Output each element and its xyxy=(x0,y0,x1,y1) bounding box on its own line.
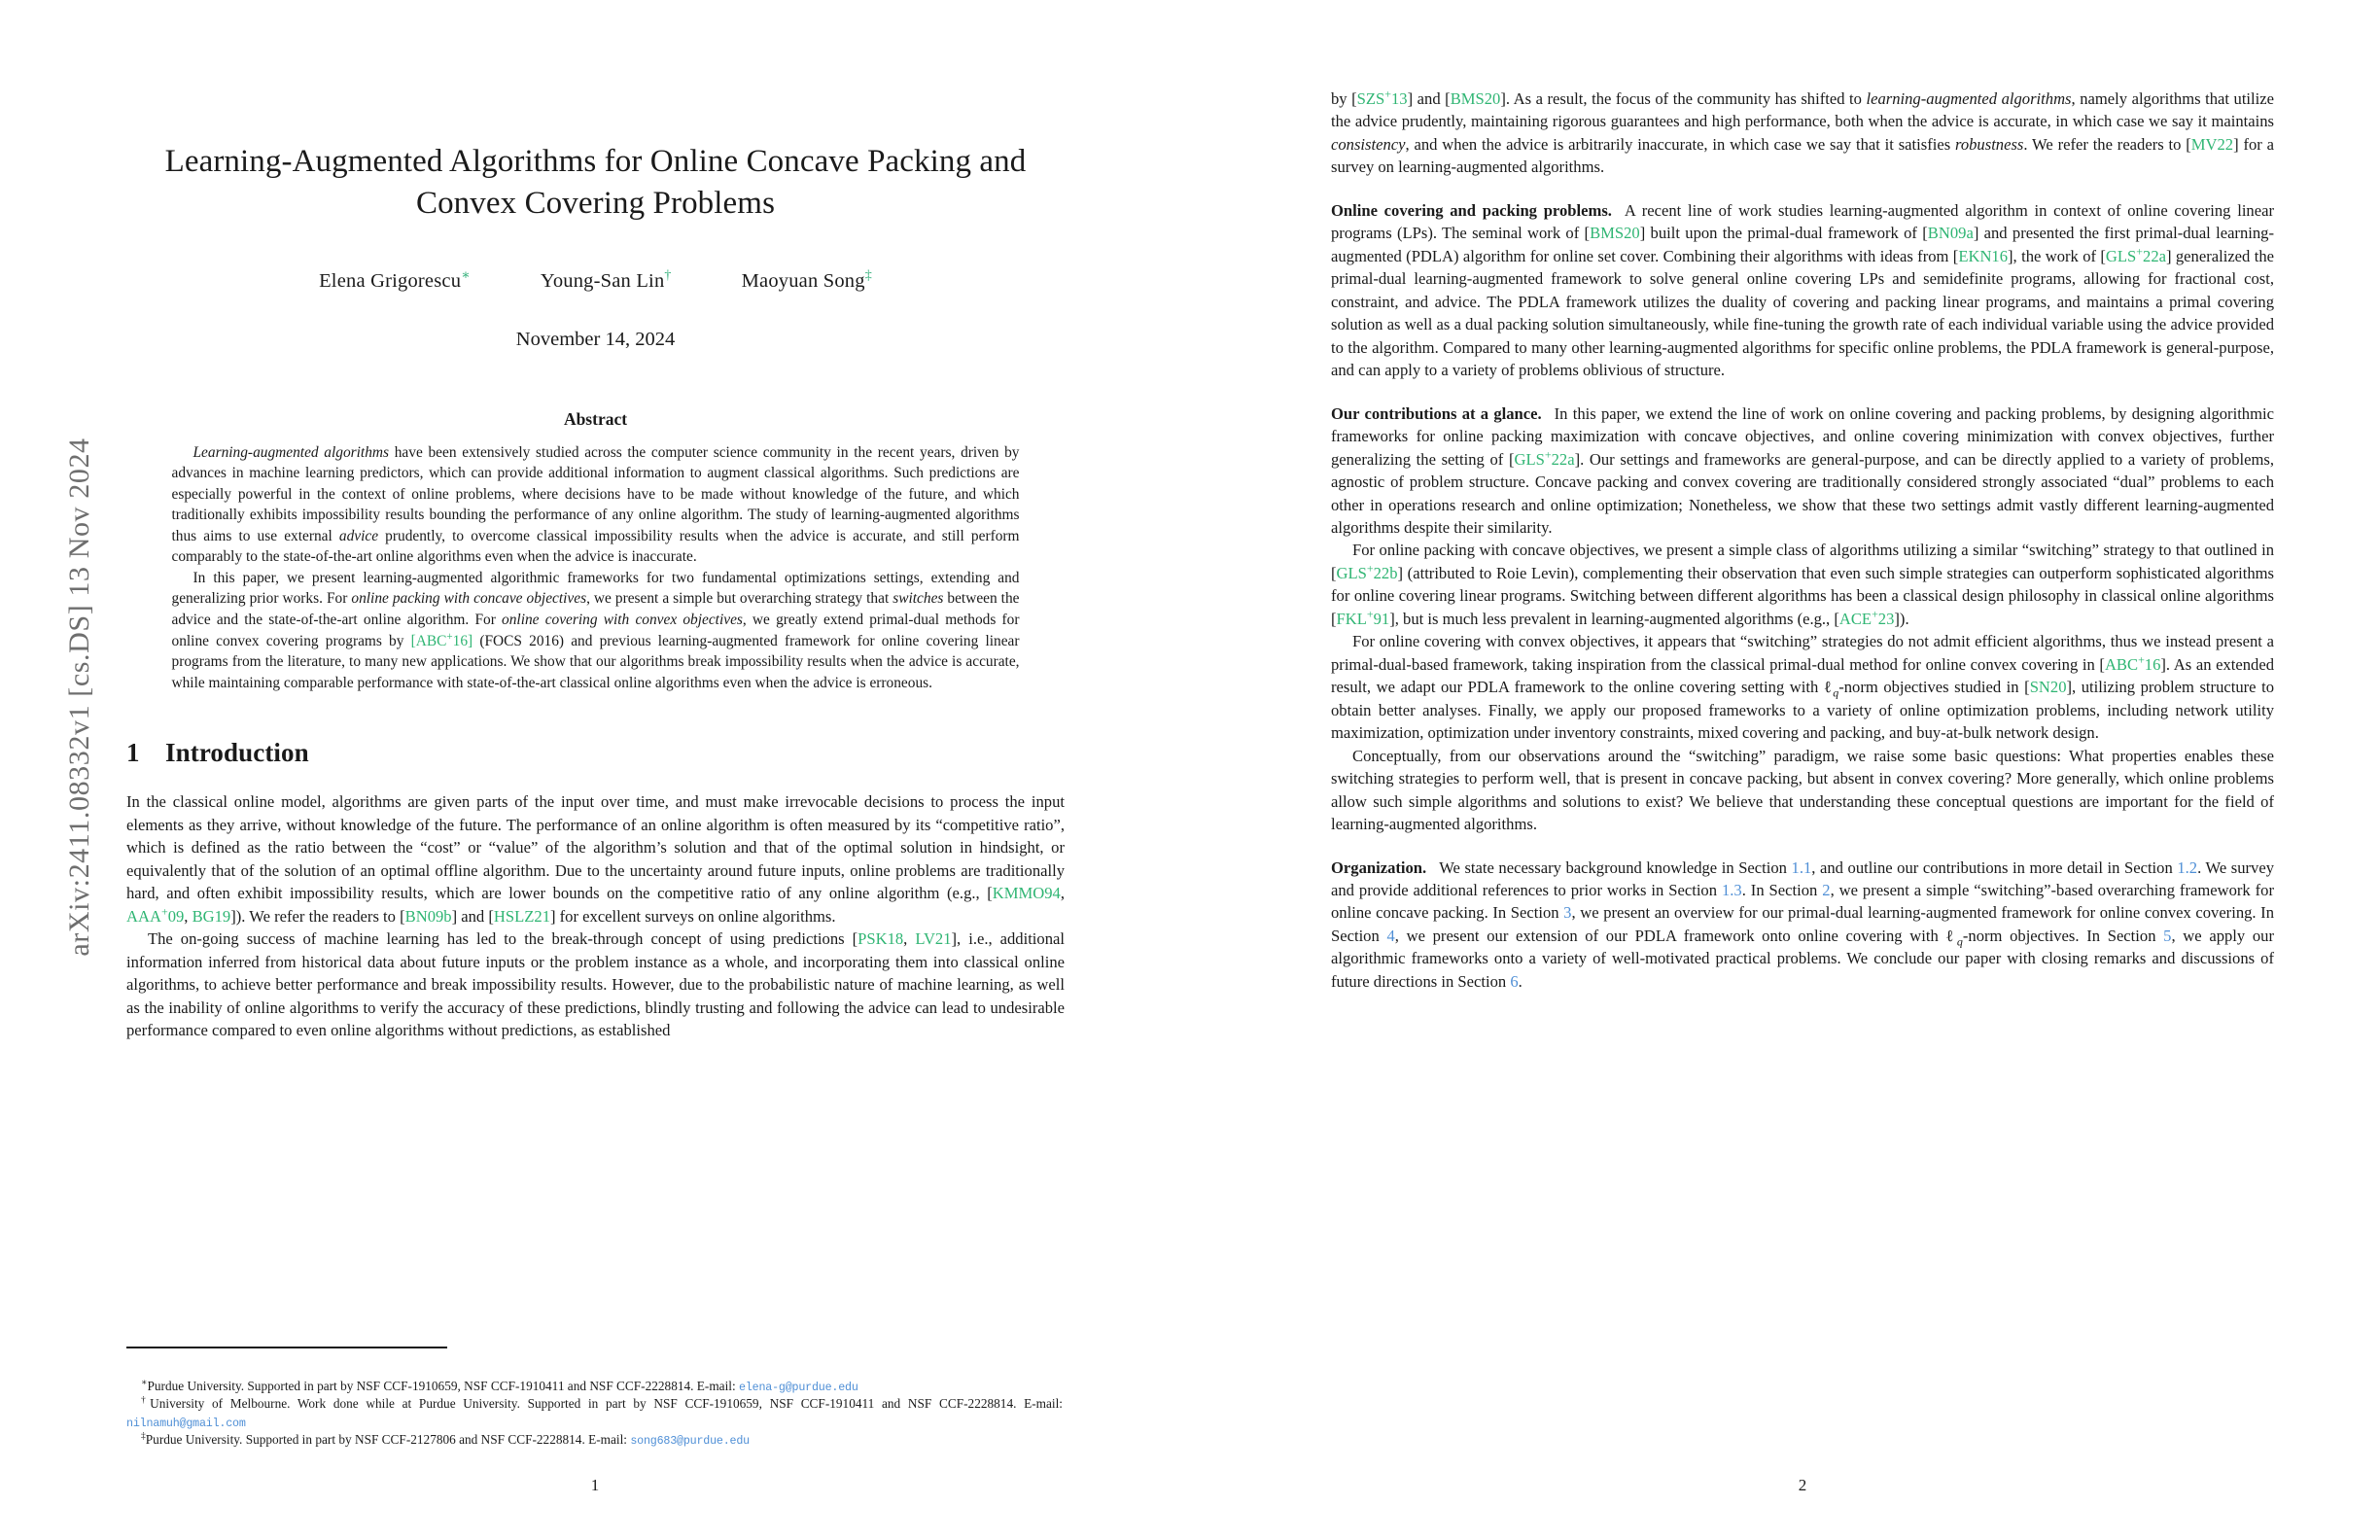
citation-szs13[interactable] xyxy=(1357,89,1408,108)
paragraph-conceptual-questions: Conceptually, from our observations around the “switching” paradigm, we raise some basic questions: What properties enables these switching strategies to perform well, that is present in concave packing, but absent in convex covering? More generally, which online problems allow such simple algorithms and solutions to exist? We believe that understanding these conceptual questions are important for the field of learning-augmented algorithms. xyxy=(1331,746,2274,834)
cont-d: , namely algorithms that utilize the advice prudently, maintaining rigorous guarantees and high performance, both when the advice is accurate, in which case we say it maintains xyxy=(1331,89,2274,131)
cov-d: ], utilizing problem structure to obtain better analyses. Finally, we apply our proposed frameworks to a variety of online optimization problems, including network utility maximization, optimization under inventory constraints, mixed covering and packing, and buy-at-bulk network design. xyxy=(1331,678,2275,743)
citation-psk18[interactable]: PSK18 xyxy=(858,929,904,949)
intro-p1-d: ]). We refer the readers to [ xyxy=(230,906,405,926)
citation-szs13-plus: + xyxy=(1384,87,1391,101)
runin-head-organization: Organization. xyxy=(1331,858,1427,877)
intro-p2-a: The on-going success of machine learning has led to the break-through concept of using predictions [ xyxy=(148,929,858,949)
org-c: . We survey and provide additional references to prior works in Section xyxy=(1331,858,2274,899)
pack-a: For online packing with concave objectives, we present a simple class of algorithms utilizing a similar “switching” strategy to that outlined in [ xyxy=(1331,541,2274,582)
citation-ace23-key: ACE xyxy=(1838,609,1872,628)
arxiv-stamp: arXiv:2411.08332v1 [cs.DS] 13 Nov 2024 xyxy=(63,438,95,957)
cont-emph-learning-augmented: learning-augmented algorithms xyxy=(1866,89,2072,108)
citation-gls22b[interactable] xyxy=(1336,561,1398,582)
citation-ace23-year: 23 xyxy=(1877,609,1895,628)
author-3-name: Maoyuan Song xyxy=(741,269,865,292)
intro-p1-e: ] and [ xyxy=(451,906,494,926)
abstract-paragraph-2 xyxy=(172,568,1020,693)
cont-b: ] and [ xyxy=(1407,89,1451,108)
cont-e: , and when the advice is arbitrarily inaccurate, in which case we say that it satisfies xyxy=(1405,134,1955,154)
citation-abc16-year: 16 xyxy=(452,632,469,649)
ocp-d: ], the work of [ xyxy=(2008,246,2106,265)
author-list xyxy=(126,267,1065,296)
org-h: -norm objectives. In Section xyxy=(1962,926,2164,945)
page-number-right: 2 xyxy=(1798,1476,1807,1494)
intro-p2-c: ], i.e., additional information inferred from historical data about future inputs or the problem instance as a whole, and incorporating them into classical online algorithms, to achieve better performance and break impossibility results. However, due to the probabilistic nature of machine learning, as well as the inability of online algorithms to verify the accuracy of these predictions, blindly trusting and following the advice can lead to undesirable performance compared to even online algorithms without predictions, as established xyxy=(126,929,1065,1040)
citation-abc16-2-key: ABC xyxy=(2104,654,2139,674)
org-d: . In Section xyxy=(1741,881,1823,899)
citation-kmmo94[interactable]: KMMO94 xyxy=(992,884,1061,903)
citation-bn09b[interactable]: BN09b xyxy=(404,906,452,926)
section-title: Introduction xyxy=(165,738,309,768)
ocp-a: A recent line of work studies learning-augmented algorithm in context of online covering linear programs (LPs). The seminal work of [ xyxy=(1331,200,2274,243)
contrib-b: ]. Our settings and frameworks are general-purpose, and can be directly applied to a variety of problems, agnostic of problem structure. Concave packing and convex covering are traditionally considered strongly associated “dual” problems to each other in operations research and online optimization; Nonetheless, we show that these two settings admit vastly different learning-augmented algorithms despite their similarity. xyxy=(1331,449,2274,537)
footnote-2-marker: † xyxy=(141,1394,151,1406)
footnote-2-email-link[interactable]: nilnamuh@gmail.com xyxy=(126,1416,246,1430)
citation-gls22a-2-key: GLS xyxy=(1514,449,1545,469)
citation-sn20[interactable]: SN20 xyxy=(2029,678,2067,697)
author-2-name: Young-San Lin xyxy=(540,269,665,292)
intro-paragraph-2 xyxy=(126,928,1065,1041)
intro-p2-sep: , xyxy=(903,929,916,949)
citation-gls22b-year: 22b xyxy=(1373,563,1398,582)
org-b: , and outline our contributions in more detail in Section xyxy=(1811,858,2178,877)
page-two xyxy=(1190,0,2380,1540)
citation-fkl91-plus: + xyxy=(1366,607,1374,621)
paragraph-online-covering-packing xyxy=(1331,199,2274,382)
citation-gls22a-1-key: GLS xyxy=(2105,246,2137,265)
pack-d: ]). xyxy=(1894,609,1909,628)
citation-abc16-2[interactable] xyxy=(2104,652,2161,674)
citation-bg19[interactable]: BG19 xyxy=(192,906,231,926)
intro-p1-sep1: , xyxy=(1060,884,1065,903)
abstract-paragraph-1 xyxy=(172,442,1020,568)
citation-gls22a-2-plus: + xyxy=(1544,447,1552,462)
abstract-p2-emph-covering: online covering with convex objectives xyxy=(502,612,743,629)
section-link-2[interactable]: 2 xyxy=(1822,881,1831,899)
norm-subscript-q-1: q xyxy=(1833,685,1839,700)
citation-abc16-2-year: 16 xyxy=(2144,654,2161,674)
pack-c: ], but is much less prevalent in learning-augmented algorithms (e.g., [ xyxy=(1389,609,1839,628)
abstract-body xyxy=(172,442,1020,694)
author-3 xyxy=(742,267,872,296)
intro-p1-sep2: , xyxy=(184,906,192,926)
citation-szs13-year: 13 xyxy=(1391,89,1408,108)
footnote-1-text: Purdue University. Supported in part by NSF CCF-1910659, NSF CCF-1910411 and NSF CCF-2228814. E-mail: xyxy=(147,1378,739,1393)
citation-abc16[interactable]: [ABC+16] xyxy=(410,630,473,649)
cov-b: ]. As an extended result, we adapt our PDLA framework to the online covering setting with ℓ xyxy=(1331,654,2275,697)
paragraph-online-covering xyxy=(1331,630,2274,744)
citation-aaa09-key: AAA xyxy=(126,906,161,926)
cont-g: ] for a survey on learning-augmented algorithms. xyxy=(1331,134,2274,177)
abstract-p2-h: (FOCS 2016) and previous learning-augmented framework for online covering linear programs from the literature, to many new applications. We show that our algorithms break impossibility results when the advice is accurate, while maintaining comparable performance with state-of-the-art classical online algorithms even when the advice is erroneous. xyxy=(171,632,1020,691)
citation-bms20-2[interactable]: BMS20 xyxy=(1590,224,1640,243)
citation-ekn16[interactable]: EKN16 xyxy=(1958,246,2009,265)
citation-abc16-2-plus: + xyxy=(2138,652,2145,667)
abstract-section xyxy=(172,407,1020,694)
citation-gls22b-key: GLS xyxy=(1336,563,1367,582)
cont-c: ]. As a result, the focus of the community has shifted to xyxy=(1500,89,1867,108)
org-e: , we present a simple “switching”-based overarching framework for online concave packing. In Section xyxy=(1331,881,2274,923)
footnote-3-marker: ‡ xyxy=(141,1430,146,1442)
intro-p1-a: In the classical online model, algorithms are given parts of the input over time, and must make irrevocable decisions to process the input elements as they arrive, without knowledge of the future. The performance of an online algorithm is often measured by its “competitive ratio”, which is defined as the ratio between the “cost” or “value” of the algorithm’s solution and that of the optimal solution in hindsight, or equivalently that of the solution of an optimal offline algorithm. Due to the uncertainty around future inputs, online problems are traditionally hard, and often exhibit impossibility results, which are lower bounds on the competitive ratio of any online algorithm (e.g., [ xyxy=(126,792,1065,903)
section-link-1-2[interactable]: 1.2 xyxy=(2177,858,2198,877)
citation-mv22[interactable]: MV22 xyxy=(2190,134,2234,154)
author-1-name: Elena Grigorescu xyxy=(319,269,462,292)
footnote-1 xyxy=(126,1378,1063,1396)
ocp-e: ] generalized the primal-dual learning-augmented framework to solve general online covering LPs and semidefinite programs, allowing for fractional cost, constraint, and advice. The PDLA framework utilizes the duality of covering and packing linear programs, and maintains a primal covering solution as well as a dual packing solution simultaneously, while fine-tuning the growth rate of each individual variable using the advice provided to the algorithm. Compared to many other learning-augmented algorithms for specific online problems, the PDLA framework is general-purpose, and can apply to a variety of problems oblivious of structure. xyxy=(1331,246,2274,380)
author-3-footnote-marker[interactable]: ‡ xyxy=(864,267,872,283)
citation-bms20-1[interactable]: BMS20 xyxy=(1450,89,1501,108)
citation-fkl91[interactable] xyxy=(1336,607,1390,628)
footnote-1-marker: ∗ xyxy=(141,1377,148,1388)
ocp-b: ] built upon the primal-dual framework of [ xyxy=(1639,224,1928,243)
section-link-1-1[interactable]: 1.1 xyxy=(1791,858,1812,877)
author-2 xyxy=(541,267,672,296)
org-a: We state necessary background knowledge in Section xyxy=(1439,858,1792,877)
footnote-1-email-link[interactable]: elena-g@purdue.edu xyxy=(739,1380,858,1394)
footnote-3-text: Purdue University. Supported in part by NSF CCF-2127806 and NSF CCF-2228814. E-mail: xyxy=(145,1432,631,1448)
citation-fkl91-year: 91 xyxy=(1373,609,1390,628)
pack-b: ] (attributed to Roie Levin), complementing their observation that even such simple strategies can outperform sophisticated algorithms for online covering linear programs. Switching between different algorithms has been a classical design philosophy in classical online algorithms [ xyxy=(1331,563,2274,628)
abstract-p1-tail: prudently, to overcome classical impossibility results when the advice is accurate, and still perform comparably to the state-of-the-art online algorithms even when the advice is inaccurate. xyxy=(171,527,1020,566)
norm-subscript-q-2: q xyxy=(1956,934,1963,949)
intro-paragraph-1 xyxy=(126,790,1065,928)
citation-gls22b-plus: + xyxy=(1366,561,1374,576)
section-heading-introduction xyxy=(126,734,1065,771)
footnote-2 xyxy=(126,1395,1063,1431)
citation-gls22a-2[interactable] xyxy=(1514,447,1575,469)
continued-paragraph xyxy=(1331,88,2274,179)
footnote-block xyxy=(126,1378,1063,1450)
section-number: 1 xyxy=(126,738,140,768)
contrib-a: In this paper, we extend the line of work on online covering and packing problems, by designing algorithmic frameworks for online packing maximization with concave objectives, and online covering minimization with convex objectives, further generalizing the setting of [ xyxy=(1331,403,2274,469)
citation-gls22a-2-year: 22a xyxy=(1551,449,1575,469)
footnote-3-email-link[interactable]: song683@purdue.edu xyxy=(630,1434,750,1449)
author-1-footnote-marker[interactable]: ∗ xyxy=(461,267,471,283)
citation-gls22a-1-year: 22a xyxy=(2143,246,2166,265)
runin-head-online-covering-packing: Online covering and packing problems. xyxy=(1331,200,1612,220)
citation-abc16-key: ABC xyxy=(415,632,447,649)
citation-gls22a-1[interactable] xyxy=(2105,244,2166,265)
cov-c: -norm objectives studied in [ xyxy=(1838,678,2030,697)
section-link-5[interactable]: 5 xyxy=(2163,926,2172,945)
abstract-p2-g: , we greatly extend primal-dual methods for online convex covering programs by xyxy=(171,612,1020,649)
citation-hslz21[interactable]: HSLZ21 xyxy=(493,906,550,926)
footnote-2-text: University of Melbourne. Work done while at Purdue University. Supported in part by NSF CCF-1910659, NSF CCF-1910411 and NSF CCF-2228814. E-mail: xyxy=(150,1396,1063,1412)
citation-fkl91-key: FKL xyxy=(1336,609,1367,628)
abstract-p2-e: between the advice and the state-of-the-art online algorithm. For xyxy=(171,590,1020,629)
org-f: , we present an overview for our primal-dual learning-augmented framework for online convex covering. In Section xyxy=(1331,903,2275,945)
paragraph-online-packing xyxy=(1331,539,2274,630)
abstract-p2-emph-packing: online packing with concave objectives xyxy=(351,590,587,608)
abstract-p1-emph: Learning-augmented algorithms xyxy=(192,443,390,461)
citation-szs13-key: SZS xyxy=(1356,89,1385,108)
paragraph-our-contributions xyxy=(1331,402,2274,540)
author-1 xyxy=(319,267,471,296)
abstract-p1-text: have been extensively studied across the computer science community in the recent years, driven by advances in machine learning predictors, which can provide additional information to augment classical algorithms. Such predictions are especially powerful in the context of online problems, where decisions have to be made without knowledge of the future, and which traditionally exhibits impossibility results bounding the performance of any online algorithm. The study of learning-augmented algorithms thus aims to use external xyxy=(171,443,1020,544)
publication-date: November 14, 2024 xyxy=(515,328,676,350)
cont-emph-consistency: consistency xyxy=(1331,134,1406,154)
citation-aaa09-year: 09 xyxy=(167,906,185,926)
abstract-p1-advice-emph: advice xyxy=(338,527,379,544)
intro-p1-f: ] for excellent surveys on online algorithms. xyxy=(549,906,836,926)
section-link-4[interactable]: 4 xyxy=(1386,926,1395,945)
citation-ace23-plus: + xyxy=(1872,607,1878,621)
citation-gls22a-1-plus: + xyxy=(2136,244,2144,259)
abstract-p2-a: In this paper, we present learning-augmented algorithmic frameworks for two fundamental optimizations settings, extending and generalizing prior works. For xyxy=(171,569,1020,608)
page-two-content xyxy=(1331,88,2274,993)
paragraph-organization xyxy=(1331,857,2274,994)
citation-aaa09-plus: + xyxy=(160,904,168,919)
section-link-3[interactable]: 3 xyxy=(1563,903,1572,923)
cont-f: . We refer the readers to [ xyxy=(2023,134,2191,154)
page-one-content xyxy=(126,88,1065,1042)
citation-aaa09[interactable] xyxy=(126,904,185,926)
runin-head-our-contributions: Our contributions at a glance. xyxy=(1331,403,1542,423)
section-link-6[interactable]: 6 xyxy=(1510,971,1519,991)
abstract-heading: Abstract xyxy=(563,408,628,429)
citation-abc16-plus: + xyxy=(446,630,453,643)
ocp-c: ] and presented the first primal-dual learning-augmented (PDLA) algorithm for online set cover. Combining their algorithms with ideas from [ xyxy=(1331,224,2274,265)
citation-lv21[interactable]: LV21 xyxy=(915,929,952,949)
abstract-p2-c: , we present a simple but overarching strategy that xyxy=(586,590,893,608)
cov-a: For online covering with convex objectives, it appears that “switching” strategies do not admit efficient algorithms, thus we instead present a primal-dual-based framework, taking inspiration from the classical primal-dual method for online convex covering in [ xyxy=(1331,632,2274,674)
org-i: , we apply our algorithmic frameworks onto a variety of well-motivated practical problems. We conclude our paper with closing remarks and discussions of future directions in Section xyxy=(1331,926,2274,991)
citation-bn09a[interactable]: BN09a xyxy=(1927,224,1974,243)
footnote-3 xyxy=(126,1431,1063,1450)
org-g: , we present our extension of our PDLA framework onto online covering with ℓ xyxy=(1394,926,1957,945)
org-j: . xyxy=(1518,971,1522,991)
footnote-rule xyxy=(126,1347,447,1348)
page-number-left: 1 xyxy=(590,1476,600,1494)
cont-emph-robustness: robustness xyxy=(1955,134,2024,154)
author-2-footnote-marker[interactable]: † xyxy=(664,267,672,283)
section-link-1-3[interactable]: 1.3 xyxy=(1721,881,1742,899)
abstract-p2-emph-switches: switches xyxy=(892,590,944,608)
page-title: Learning-Augmented Algorithms for Online Concave Packing and Convex Covering Problems xyxy=(164,144,1027,221)
citation-ace23[interactable] xyxy=(1838,607,1895,628)
cont-a: by [ xyxy=(1331,89,1357,108)
